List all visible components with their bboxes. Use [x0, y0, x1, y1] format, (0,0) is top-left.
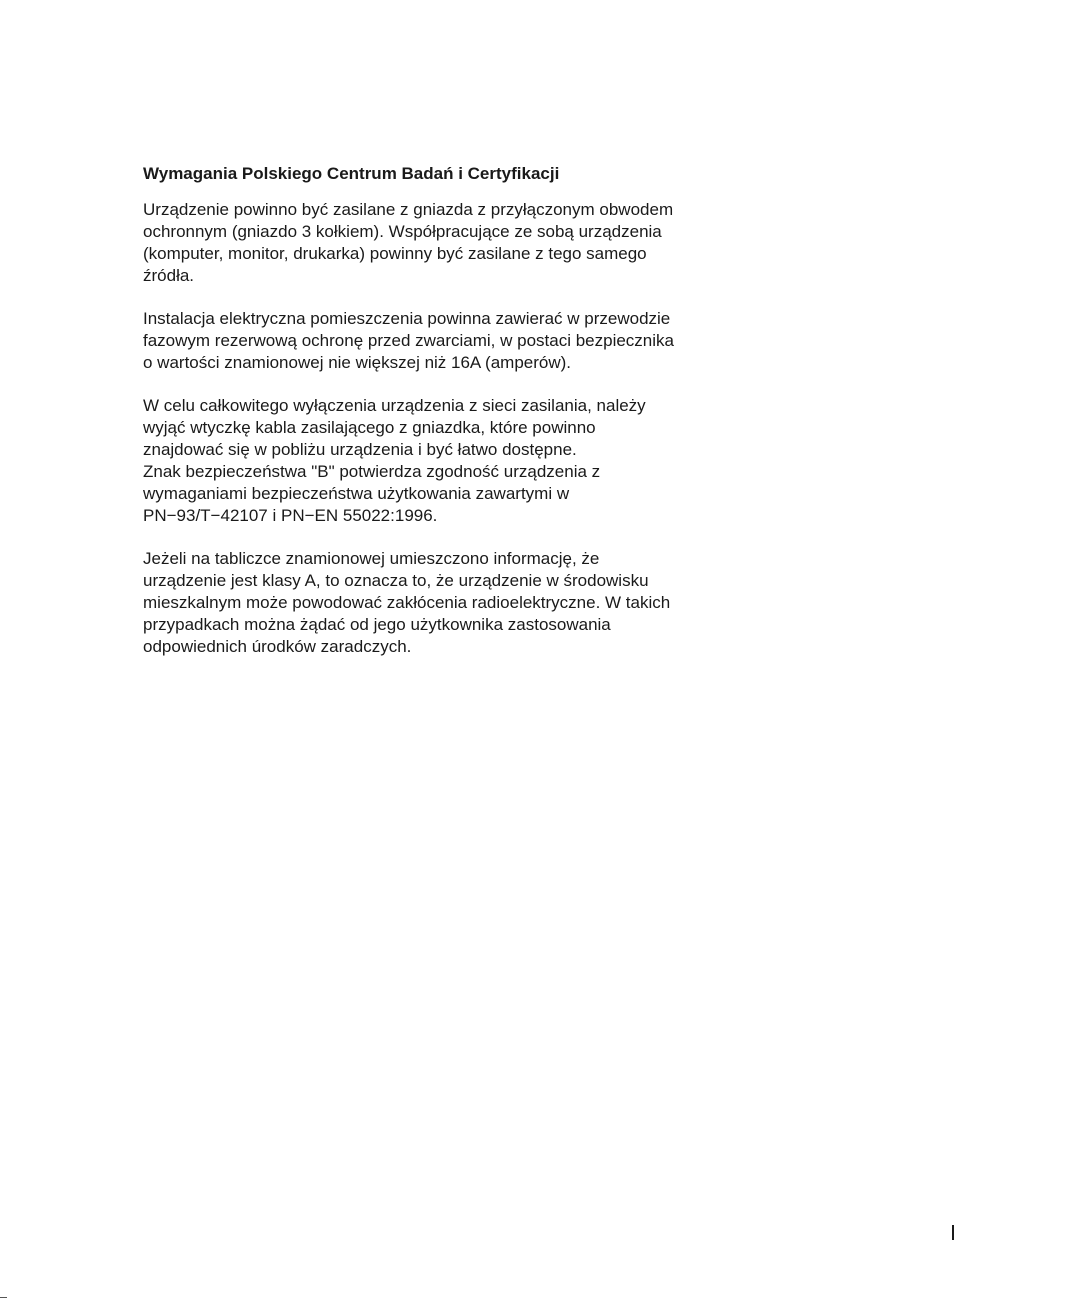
document-body	[143, 199, 743, 679]
text-line: mieszkalnym może powodować zakłócenia radioelektryczne. W takich	[143, 593, 671, 612]
text-line: znajdować się w pobliżu urządzenia i być łatwo dostępne.	[143, 440, 577, 459]
text-line: Znak bezpieczeństwa "B" potwierdza zgodność urządzenia z	[143, 462, 601, 481]
text-line: wyjąć wtyczkę kabla zasilającego z gniazdka, które powinno	[143, 418, 596, 437]
text-line: odpowiednich úrodków zaradczych.	[143, 637, 412, 656]
text-line: Instalacja elektryczna pomieszczenia powinna zawierać w przewodzie	[143, 309, 671, 328]
text-line: przypadkach można żądać od jego użytkownika zastosowania	[143, 615, 611, 634]
paragraph-class-a	[143, 548, 743, 658]
text-line: urządzenie jest klasy A, to oznacza to, że urządzenie w środowisku	[143, 571, 649, 590]
text-line: PN−93/T−42107 i PN−EN 55022:1996.	[143, 506, 438, 525]
page-title: Wymagania Polskiego Centrum Badań i Certyfikacji	[143, 164, 560, 183]
text-line: źródła.	[143, 266, 195, 285]
text-line: (komputer, monitor, drukarka) powinny być zasilane z tego samego	[143, 244, 647, 263]
text-line: W celu całkowitego wyłączenia urządzenia z sieci zasilania, należy	[143, 396, 646, 415]
text-line: ochronnym (gniazdo 3 kołkiem). Współpracujące ze sobą urządzenia	[143, 222, 662, 241]
crop-mark	[0, 1297, 7, 1298]
paragraph-power-supply	[143, 199, 743, 287]
page-edge-mark	[952, 1225, 954, 1240]
text-line: wymaganiami bezpieczeństwa użytkowania zawartymi w	[143, 484, 570, 503]
text-line: o wartości znamionowej nie większej niż 16A (amperów).	[143, 353, 572, 372]
paragraph-disconnection	[143, 395, 743, 527]
text-line: fazowym rezerwową ochronę przed zwarciami, w postaci bezpiecznika	[143, 331, 674, 350]
text-line: Urządzenie powinno być zasilane z gniazda z przyłączonym obwodem	[143, 200, 674, 219]
text-line: Jeżeli na tabliczce znamionowej umieszczono informację, że	[143, 549, 600, 568]
paragraph-electrical-installation	[143, 308, 743, 374]
